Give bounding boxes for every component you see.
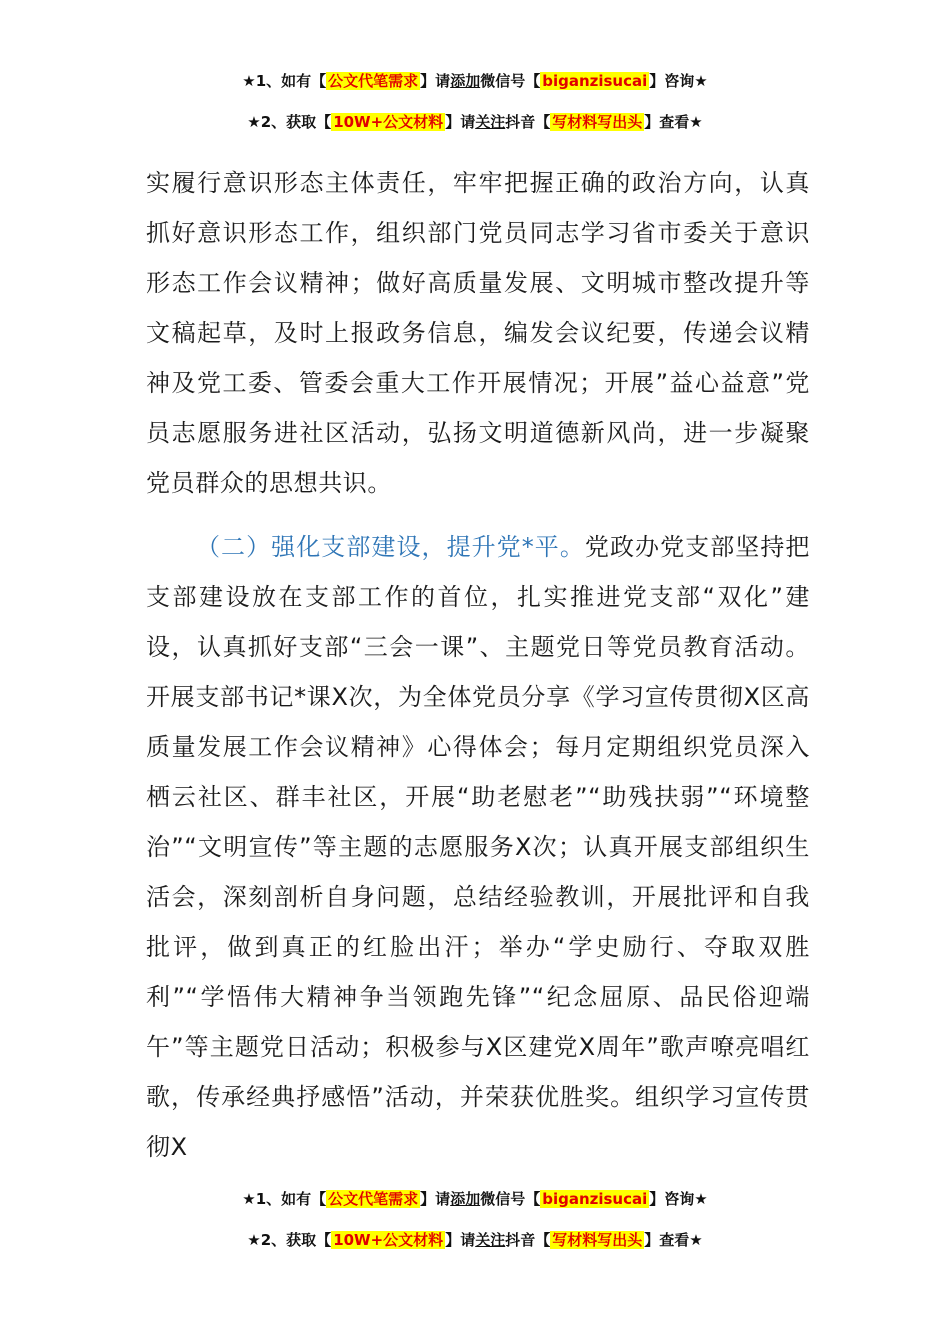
banner-text: 】请 bbox=[445, 113, 476, 131]
highlight-wechat-id: biganzisucai bbox=[542, 72, 648, 90]
banner-text: 】咨询★ bbox=[649, 1190, 708, 1208]
footer-banner-line1 bbox=[0, 1188, 950, 1209]
underlined-follow: 关注 bbox=[475, 1231, 506, 1249]
highlight-douyin-account: 写材料写出头 bbox=[552, 1231, 643, 1249]
highlight-materials: 10W+公文材料 bbox=[333, 1231, 444, 1249]
header-banner-line2 bbox=[0, 111, 950, 132]
banner-text: 】请 bbox=[420, 72, 451, 90]
banner-text: 抖音【 bbox=[505, 1231, 551, 1249]
footer-banner-line2 bbox=[0, 1229, 950, 1250]
highlight-ghostwriting: 公文代笔需求 bbox=[328, 72, 419, 90]
banner-text: 】查看★ bbox=[644, 1231, 703, 1249]
banner-text: 】咨询★ bbox=[649, 72, 708, 90]
banner-text: 微信号【 bbox=[480, 1190, 541, 1208]
highlight-ghostwriting: 公文代笔需求 bbox=[328, 1190, 419, 1208]
section-heading: （二）强化支部建设，提升党*平。 bbox=[196, 533, 585, 561]
underlined-add: 添加 bbox=[450, 1190, 481, 1208]
underlined-add: 添加 bbox=[450, 72, 481, 90]
banner-text: ★1、如有【 bbox=[242, 72, 327, 90]
banner-text: 】请 bbox=[420, 1190, 451, 1208]
header-banner-line1 bbox=[0, 70, 950, 91]
highlight-wechat-id: biganzisucai bbox=[542, 1190, 648, 1208]
paragraph-2-body: 党政办党支部坚持把支部建设放在支部工作的首位，扎实推进党支部“双化”建设，认真抓好支部“三会一课”、主题党日等党员教育活动。开展支部书记*课X次，为全体党员分享《学习宣传贯彻X区高质量发展工作会议精神》心得体会；每月定期组织党员深入栖云社区、群丰社区，开展“助老慰老”“助残扶弱”“环境整治”“文明宣传”等主题的志愿服务X次；认真开展支部组织生活会，深刻剖析自身问题，总结经验教训，开展批评和自我批评，做到真正的红脸出汗；举办“学史励行、夺取双胜利”“学悟伟大精神争当领跑先锋”“纪念屈原、品民俗迎端午”等主题党日活动；积极参与X区建党X周年”歌声嘹亮唱红歌，传承经典抒感悟”活动，并荣获优胜奖。组织学习宣传贯彻X bbox=[146, 533, 810, 1161]
document-paragraph-2 bbox=[146, 522, 810, 1172]
underlined-follow: 关注 bbox=[475, 113, 506, 131]
banner-text: ★2、获取【 bbox=[247, 113, 332, 131]
banner-text: 】请 bbox=[445, 1231, 476, 1249]
banner-text: 微信号【 bbox=[480, 72, 541, 90]
highlight-douyin-account: 写材料写出头 bbox=[552, 113, 643, 131]
banner-text: 抖音【 bbox=[505, 113, 551, 131]
highlight-materials: 10W+公文材料 bbox=[333, 113, 444, 131]
document-paragraph-1: 实履行意识形态主体责任，牢牢把握正确的政治方向，认真抓好意识形态工作，组织部门党员同志学习省市委关于意识形态工作会议精神；做好高质量发展、文明城市整改提升等文稿起草，及时上报政务信息，编发会议纪要，传递会议精神及党工委、管委会重大工作开展情况；开展”益心益意”党员志愿服务进社区活动，弘扬文明道德新风尚，进一步凝聚党员群众的思想共识。 bbox=[146, 169, 810, 497]
banner-text: 】查看★ bbox=[644, 113, 703, 131]
banner-text: ★2、获取【 bbox=[247, 1231, 332, 1249]
banner-text: ★1、如有【 bbox=[242, 1190, 327, 1208]
